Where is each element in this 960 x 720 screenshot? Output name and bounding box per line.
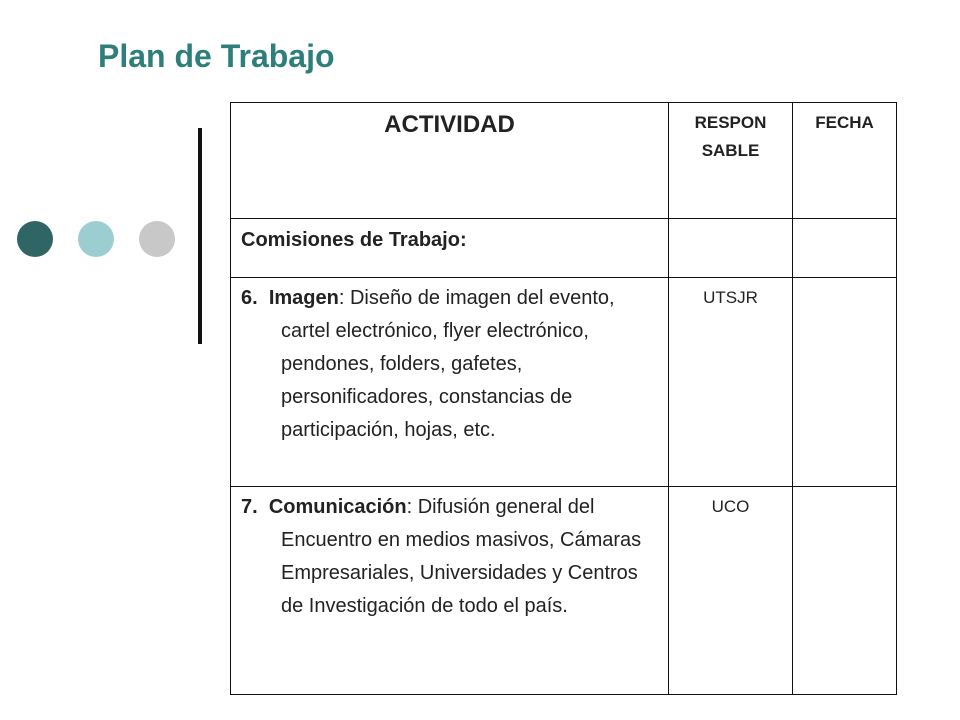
section-responsable-cell [669, 219, 793, 278]
item-description: : Diseño de imagen del evento, cartel electrónico, flyer electrónico, pendones, folders, gafetes, personificadores, constancias de participación, hojas, etc. [281, 287, 615, 441]
decorative-dot-gray [139, 221, 175, 257]
vertical-divider [198, 128, 202, 344]
header-fecha: FECHA [793, 103, 897, 219]
header-responsable-line2: SABLE [701, 141, 760, 160]
table-row [231, 278, 897, 487]
table-header-row [231, 103, 897, 219]
header-responsable-line1: RESPON [694, 113, 767, 132]
item-keyword: Comunicación [268, 496, 407, 518]
fecha-cell [793, 278, 897, 487]
item-description: : Difusión general del Encuentro en medios masivos, Cámaras Empresariales, Universidades y Centros de Investigación de todo el país. [281, 496, 642, 617]
activity-cell-comunicacion [231, 487, 669, 695]
section-label: Comisiones de Trabajo: [231, 219, 669, 278]
item-keyword: Imagen [268, 287, 339, 309]
item-number: 7. [241, 496, 258, 518]
responsable-cell: UTSJR [669, 278, 793, 487]
item-number: 6. [241, 287, 258, 309]
decorative-dot-dark [17, 221, 53, 257]
table-row [231, 487, 897, 695]
fecha-cell [793, 487, 897, 695]
header-actividad: ACTIVIDAD [231, 103, 669, 219]
activity-cell-imagen [231, 278, 669, 487]
page-title: Plan de Trabajo [98, 38, 335, 74]
decorative-dot-teal [78, 221, 114, 257]
section-fecha-cell [793, 219, 897, 278]
table-row-section [231, 219, 897, 278]
header-responsable [669, 103, 793, 219]
work-plan-table [230, 102, 897, 695]
responsable-cell: UCO [669, 487, 793, 695]
